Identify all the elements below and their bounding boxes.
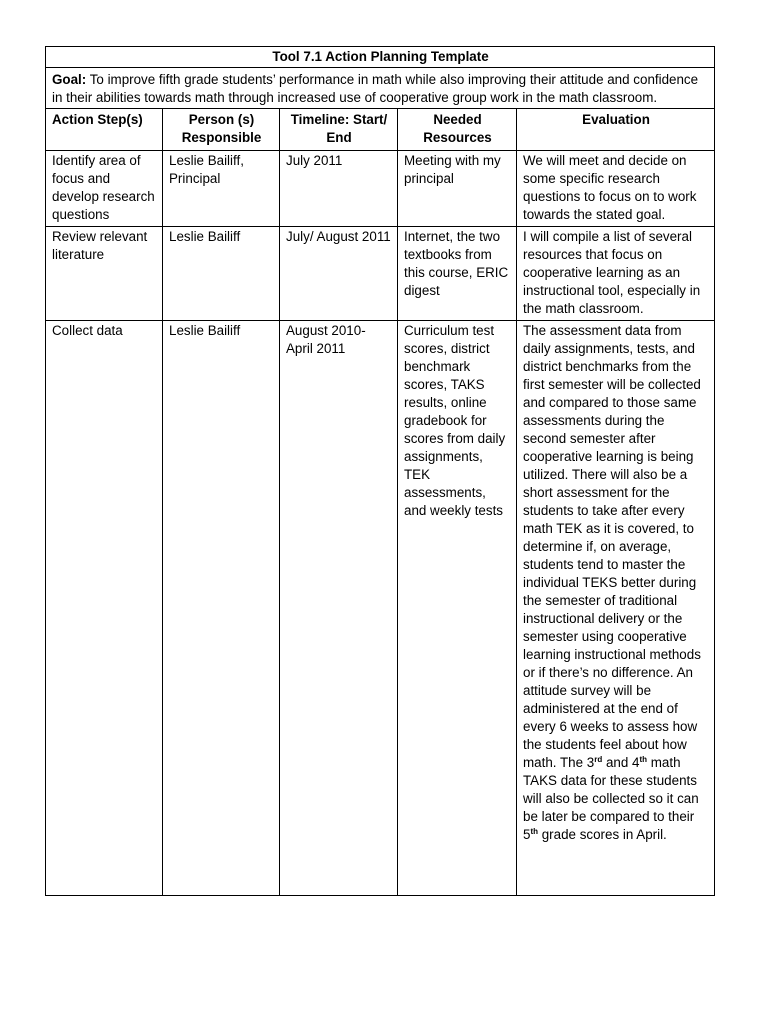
- action-cell: Collect data: [46, 321, 163, 896]
- table-title: Tool 7.1 Action Planning Template: [46, 47, 715, 68]
- col-header-timeline: Timeline: Start/ End: [280, 109, 398, 151]
- col-header-person-responsible: Person (s) Responsible: [163, 109, 280, 151]
- goal-row: [46, 68, 715, 109]
- evaluation-cell: [517, 321, 715, 896]
- timeline-cell: July 2011: [280, 151, 398, 227]
- evaluation-text-and: and: [602, 755, 633, 770]
- goal-text: To improve fifth grade students’ performance in math while also improving their attitude and confidence in their abilities towards math through increased use of cooperative group work in the math classroom.: [52, 72, 699, 105]
- ordinal-suffix: th: [639, 755, 648, 764]
- table-row: [46, 227, 715, 321]
- person-cell: Leslie Bailiff: [163, 321, 280, 896]
- table-row: [46, 321, 715, 896]
- col-header-needed-resources: Needed Resources: [398, 109, 517, 151]
- ordinal-number: 4: [632, 755, 640, 770]
- resources-cell: Internet, the two textbooks from this course, ERIC digest: [398, 227, 517, 321]
- evaluation-cell: We will meet and decide on some specific research questions to focus on to work towards the stated goal.: [517, 151, 715, 227]
- person-cell: Leslie Bailiff: [163, 227, 280, 321]
- goal-cell: [46, 68, 715, 109]
- evaluation-text-part2: math TAKS data for these students will also be collected so it can be later be compared to their: [523, 755, 699, 824]
- ordinal-suffix: th: [530, 827, 539, 836]
- action-cell: Identify area of focus and develop research questions: [46, 151, 163, 227]
- goal-label: Goal:: [52, 72, 87, 87]
- resources-cell: Curriculum test scores, district benchmark scores, TAKS results, online gradebook for scores from daily assignments, TEK assessments, and weekly tests: [398, 321, 517, 896]
- ordinal-number: 3: [586, 755, 595, 770]
- person-cell: Leslie Bailiff, Principal: [163, 151, 280, 227]
- col-header-action-steps: Action Step(s): [46, 109, 163, 151]
- action-cell: Review relevant literature: [46, 227, 163, 321]
- table-row: [46, 151, 715, 227]
- timeline-cell: August 2010-April 2011: [280, 321, 398, 896]
- header-row: [46, 109, 715, 151]
- timeline-cell: July/ August 2011: [280, 227, 398, 321]
- evaluation-text-part1: The assessment data from daily assignments, tests, and district benchmarks from the first semester will be collected and compared to those same assessments during the second semester after cooperative learning is being utilized. There will also be a short assessment for the students to take after every math TEK as it is covered, to determine if, on average, students tend to master the individual TEKS better during the semester of traditional instructional delivery or the semester using cooperative learning instructional methods or if there’s no difference. An attitude survey will be administered at the end of every 6 weeks to assess how the students feel about how math. The: [523, 323, 701, 770]
- title-row: [46, 47, 715, 68]
- resources-cell: Meeting with my principal: [398, 151, 517, 227]
- evaluation-text-part3: grade scores in April.: [538, 827, 667, 842]
- action-planning-table: [45, 46, 715, 896]
- ordinal-suffix: rd: [594, 755, 603, 764]
- col-header-evaluation: Evaluation: [517, 109, 715, 151]
- evaluation-cell: I will compile a list of several resources that focus on cooperative learning as an instructional tool, especially in the math classroom.: [517, 227, 715, 321]
- ordinal-number: 5: [523, 827, 531, 842]
